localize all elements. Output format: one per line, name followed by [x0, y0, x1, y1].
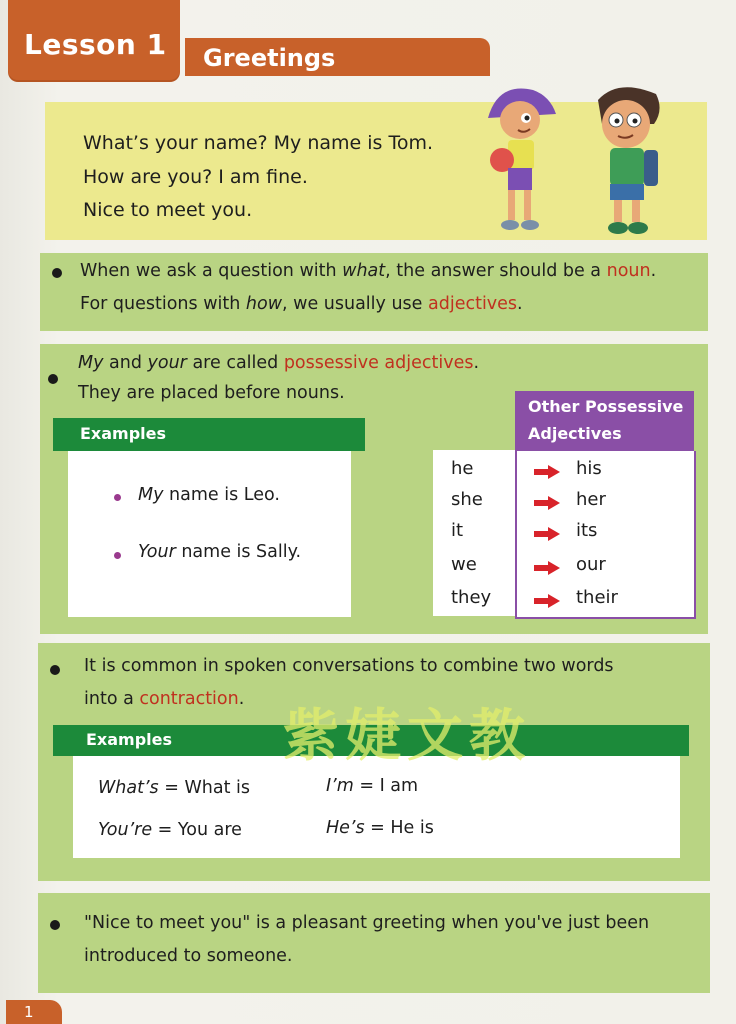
boy-figure — [598, 87, 660, 234]
note-line-1: When we ask a question with what, the answer should be a noun. — [80, 261, 657, 281]
adjective-her: her — [576, 489, 606, 510]
dialog-line-1: What’s your name? My name is Tom. — [83, 132, 434, 154]
lesson-tab — [8, 0, 180, 80]
contraction-ex-3: You’re = You are — [98, 820, 242, 840]
greeting-line-1: "Nice to meet you" is a pleasant greeting when you've just been — [84, 913, 650, 933]
pronoun-he: he — [451, 458, 474, 479]
adjective-his: his — [576, 458, 602, 479]
pronoun-we: we — [451, 554, 477, 575]
kids-illustration — [478, 80, 678, 240]
contraction-ex-1: What’s = What is — [98, 778, 250, 798]
contraction-ex-4: He’s = He is — [326, 818, 434, 838]
greeting-section — [38, 893, 710, 993]
bullet — [50, 920, 60, 930]
possessive-header-line-1: Other Possessive — [528, 397, 684, 416]
adjective-our: our — [576, 554, 606, 575]
contraction-ex-2: I’m = I am — [326, 776, 419, 796]
title-bar — [185, 38, 490, 76]
possessive-header — [515, 391, 694, 451]
note-line-2: For questions with how, we usually use adjectives. — [80, 294, 523, 314]
girl-figure — [488, 89, 556, 230]
lesson-title: Greetings — [203, 44, 336, 72]
arrow-right-icon — [534, 527, 560, 541]
possessive-line-2: They are placed before nouns. — [78, 383, 345, 403]
examples-bar-1 — [53, 418, 365, 451]
possessive-line-1: My and your are called possessive adjectives. — [78, 353, 480, 373]
pronoun-they: they — [451, 587, 492, 608]
arrow-right-icon — [534, 594, 560, 608]
dialog-line-2: How are you? I am fine. — [83, 166, 308, 188]
adjective-its: its — [576, 520, 598, 541]
arrow-right-icon — [534, 561, 560, 575]
lesson-label: Lesson 1 — [24, 28, 167, 61]
arrow-right-icon — [534, 465, 560, 479]
page-number-tab — [6, 1000, 62, 1024]
examples-heading-2: Examples — [86, 730, 173, 749]
example-dot — [114, 552, 121, 559]
arrow-right-icon — [534, 496, 560, 510]
page-number: 1 — [24, 1003, 34, 1021]
contraction-line-1: It is common in spoken conversations to combine two words — [84, 656, 614, 676]
watermark: 紫婕文教 — [283, 703, 531, 769]
contraction-line-2: into a contraction. — [84, 689, 245, 709]
examples-heading-1: Examples — [80, 424, 167, 443]
dialog-line-3: Nice to meet you. — [83, 199, 253, 221]
pronoun-it: it — [451, 520, 464, 541]
bullet — [52, 268, 62, 278]
example-1: My name is Leo. — [138, 485, 280, 505]
possessive-header-line-2: Adjectives — [528, 424, 622, 443]
adjective-their: their — [576, 587, 618, 608]
example-2: Your name is Sally. — [138, 542, 302, 562]
bullet — [48, 374, 58, 384]
pronoun-she: she — [451, 489, 483, 510]
example-dot — [114, 494, 121, 501]
greeting-line-2: introduced to someone. — [84, 946, 293, 966]
bullet — [50, 665, 60, 675]
examples-box-1 — [68, 451, 351, 617]
